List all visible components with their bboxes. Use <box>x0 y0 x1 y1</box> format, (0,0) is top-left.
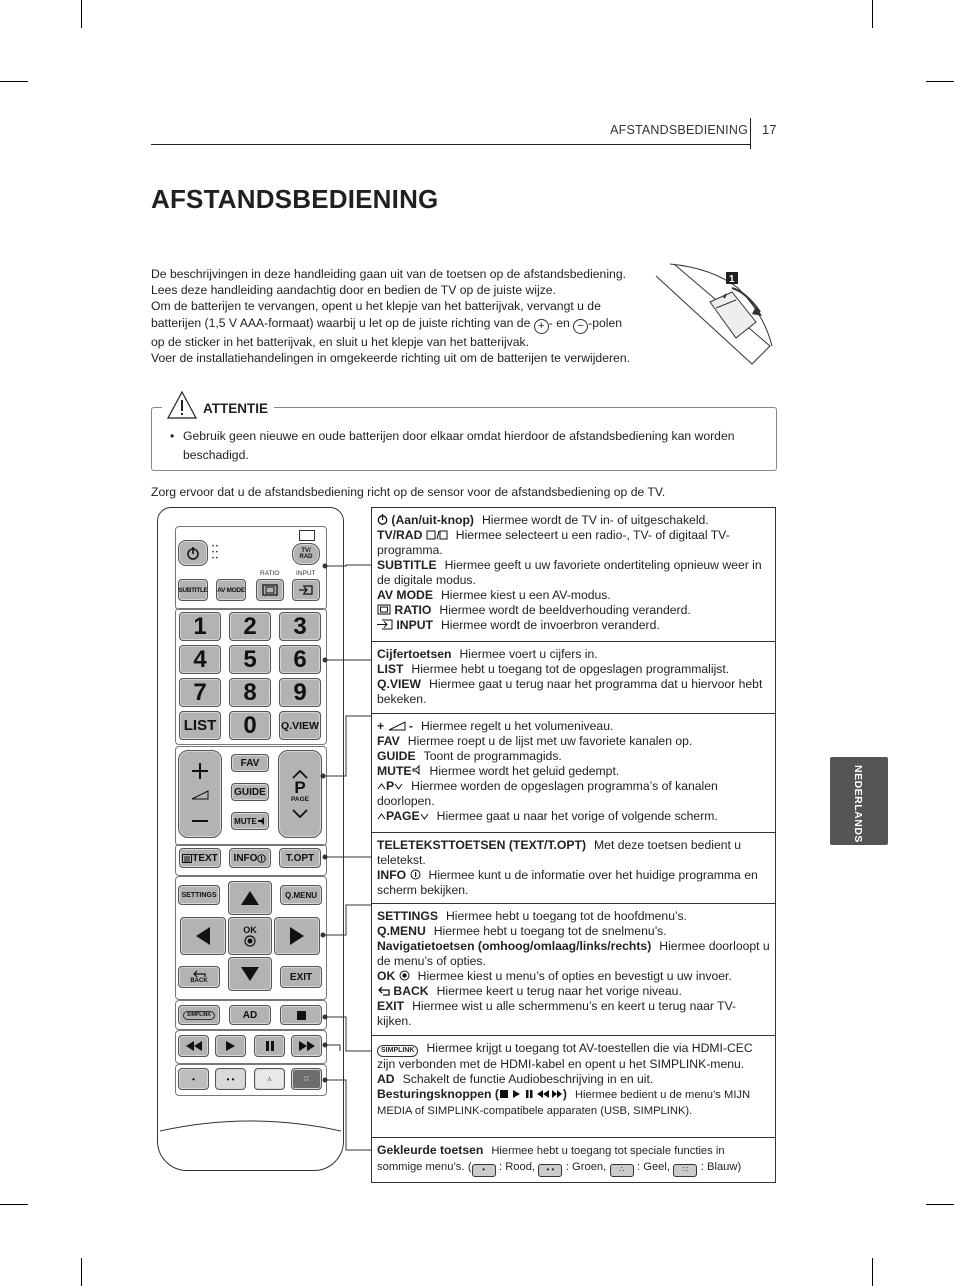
description-row-teletext <box>372 832 775 903</box>
info-icon <box>410 869 421 880</box>
description-row-navigation <box>372 903 775 1035</box>
intro-fragment: - en <box>548 315 574 330</box>
desc-label: - <box>408 719 413 733</box>
desc-label: P <box>386 779 395 793</box>
tv-rad-button: TV/ RAD <box>292 543 320 565</box>
desc-label: AD <box>377 1072 395 1086</box>
color-name: : Groen, <box>565 1161 607 1173</box>
desc-label: (Aan/uit-knop) <box>391 513 474 527</box>
desc-text: Hiermee krijgt u toegang tot AV-toestellen die via HDMI-CEC zijn verbonden met de HDMI-kabel en opent u het SIMPLINK-menu. <box>377 1041 753 1071</box>
description-row-volume <box>372 713 775 832</box>
desc-text: Hiermee regelt u het volumeniveau. <box>420 719 614 733</box>
attention-title: ATTENTIE <box>203 401 268 416</box>
desc-label: EXIT <box>377 999 405 1013</box>
dots-indicator: • • • • • • <box>212 544 218 562</box>
ok-icon <box>399 970 410 981</box>
digit-key: 4 <box>179 645 221 674</box>
qview-button: Q.VIEW <box>279 711 321 740</box>
digit-key: 5 <box>229 645 271 674</box>
q-menu-button: Q.MENU <box>280 885 322 905</box>
page-label: PAGE <box>291 795 309 803</box>
desc-text: Hiermee geeft u uw favoriete ondertiteling opnieuw weer in de digitale modus. <box>377 558 762 587</box>
text-label: TEXT <box>192 852 218 864</box>
desc-label: Q.VIEW <box>377 677 422 691</box>
back-label: BACK <box>190 978 208 984</box>
desc-text: Hiermee wordt de beeldverhouding veranderd. <box>439 603 691 617</box>
color-name: : Rood, <box>498 1161 536 1173</box>
desc-text: Hiermee kunt u de informatie over het huidige programma en scherm bekijken. <box>377 868 758 897</box>
desc-label: Gekleurde toetsen <box>377 1143 484 1157</box>
running-header: AFSTANDSBEDIENING <box>610 123 748 137</box>
bullet: • <box>170 429 175 443</box>
minus-pole-icon: − <box>573 319 588 334</box>
desc-label: ) <box>562 1087 567 1101</box>
desc-text: Hiermee wordt de invoerbron veranderd. <box>440 618 660 632</box>
t-opt-button: T.OPT <box>279 848 321 868</box>
digit-key: 8 <box>229 678 271 707</box>
desc-label: Q.MENU <box>377 924 426 938</box>
p-label: P <box>294 777 306 797</box>
desc-label: PAGE <box>386 809 420 823</box>
playback-icons <box>499 1089 563 1099</box>
digit-key: 2 <box>229 612 271 641</box>
chevron-up-icon <box>377 783 386 790</box>
description-row-numbers <box>372 641 775 713</box>
plus-pole-icon: + <box>534 319 549 334</box>
chevron-down-icon <box>394 783 403 790</box>
page-title: AFSTANDSBEDIENING <box>151 184 439 214</box>
desc-text: Hiermee wordt het geluid gedempt. <box>429 764 620 778</box>
ad-button: AD <box>229 1005 271 1025</box>
desc-label: MUTE <box>377 764 412 778</box>
desc-text: Hiermee wordt de TV in- of uitgeschakeld. <box>481 513 709 527</box>
desc-text: Hiermee hebt u toegang tot de snelmenu’s. <box>433 924 667 938</box>
input-icon <box>377 619 393 630</box>
digit-key: 3 <box>279 612 321 641</box>
description-row-color-keys: Gekleurde toetsen Hiermee hebt u toegang tot speciale functies in sommige menu’s. ( • : Rood, • • : Groen, ∴ : Geel, ∷ : Blauw) <box>372 1137 775 1182</box>
desc-text: Hiermee kiest u een AV-modus. <box>440 588 611 602</box>
ratio-icon <box>377 604 391 615</box>
desc-label: OK <box>377 969 396 983</box>
desc-label: TELETEKSTTOETSEN (TEXT/T.OPT) <box>377 838 587 852</box>
desc-label: RATIO <box>394 603 432 617</box>
desc-label: Cijfertoetsen <box>377 647 452 661</box>
chevron-up-icon <box>377 813 386 820</box>
power-icon <box>377 514 388 525</box>
fav-button: FAV <box>231 754 269 772</box>
tv-rad-icon <box>426 530 448 540</box>
intro-line: Lees deze handleiding aandachtig door en bedien de TV op de juiste wijze. <box>151 283 556 298</box>
desc-label: INFO <box>377 868 407 882</box>
desc-label: AV MODE <box>377 588 433 602</box>
desc-label: GUIDE <box>377 749 416 763</box>
info-label: INFO <box>233 852 258 864</box>
yellow-key-icon: ∴ <box>610 1164 634 1177</box>
desc-text: Hiermee voert u cijfers in. <box>459 647 598 661</box>
intro-line: Voer de installatiehandelingen in omgekeerde richting uit om de batterijen te verwijderen. <box>151 350 630 365</box>
desc-text: Hiermee gaat u naar het vorige of volgende scherm. <box>436 809 718 823</box>
yellow-key: ∴ <box>254 1068 285 1090</box>
desc-label: Navigatietoetsen (omhoog/omlaag/links/rechts) <box>377 939 652 953</box>
desc-text: Hiermee roept u de lijst met uw favoriete kanalen op. <box>407 734 693 748</box>
desc-text: Hiermee hebt u toegang tot de opgeslagen programmalijst. <box>411 662 730 676</box>
guide-button: GUIDE <box>231 783 269 801</box>
desc-text: Hiermee doorloopt u de menu’s of opties. <box>377 939 770 968</box>
red-key-icon: • <box>472 1164 496 1177</box>
simplink-icon: SIMPLINK <box>377 1045 418 1057</box>
red-key: • <box>178 1068 209 1090</box>
desc-text: Hiermee kiest u menu’s of opties en bevestigt u uw invoer. <box>417 969 732 983</box>
desc-text: Hiermee wist u alle schermmenu’s en keert u terug naar TV-kijken. <box>377 999 737 1028</box>
mute-label: MUTE <box>234 816 257 826</box>
green-key-icon: • • <box>538 1164 562 1177</box>
volume-icon <box>388 721 406 731</box>
color-name: : Geel, <box>637 1161 671 1173</box>
mute-icon <box>412 765 422 775</box>
desc-text: Hiermee gaat u terug naar het programma dat u hiervoor hebt bekeken. <box>377 677 763 706</box>
desc-label: + <box>377 719 385 733</box>
blue-key: ∷ <box>291 1068 322 1090</box>
settings-button: SETTINGS <box>178 885 220 905</box>
description-row-simplink <box>372 1035 775 1137</box>
language-tab-label: NEDERLANDS <box>852 765 864 843</box>
desc-text: Schakelt de functie Audiobeschrijving in en uit. <box>402 1072 654 1086</box>
desc-label: SETTINGS <box>377 909 438 923</box>
desc-text: Met deze toetsen bedient u teletekst. <box>377 838 742 867</box>
intro-line: De beschrijvingen in deze handleiding gaan uit van de toetsen op de afstandsbediening. <box>151 267 626 281</box>
description-table <box>371 507 776 1183</box>
exit-button: EXIT <box>280 966 322 988</box>
simplink-label: SIMPLINK <box>183 1011 215 1020</box>
chevron-down-icon <box>420 813 429 820</box>
digit-key: 9 <box>279 678 321 707</box>
digit-key: 7 <box>179 678 221 707</box>
page-number: 17 <box>762 122 777 137</box>
desc-label: FAV <box>377 734 400 748</box>
step-number: 1 <box>729 274 735 285</box>
list-button: LIST <box>179 711 221 740</box>
desc-label: Besturingsknoppen ( <box>377 1087 499 1101</box>
intro-fragment: -polen <box>588 315 623 330</box>
blue-key-icon: ∷ <box>673 1164 697 1177</box>
digit-key: 6 <box>279 645 321 674</box>
attention-text: Gebruik geen nieuwe en oude batterijen door elkaar omdat hierdoor de afstandsbediening kan worden beschadigd. <box>183 429 735 462</box>
ratio-caption: RATIO <box>260 570 280 577</box>
av-mode-button: AV MODE <box>216 579 246 601</box>
desc-text: Hiermee hebt u toegang tot de hoofdmenu’s. <box>445 909 687 923</box>
description-row-power <box>372 508 775 641</box>
input-caption: INPUT <box>296 570 316 577</box>
intro-line: Om de batterijen te vervangen, opent u het klepje van het batterijvak, vervangt u de <box>151 299 601 314</box>
intro-line: op de sticker in het batterijvak, en sluit u het klepje van het batterijvak. <box>151 334 530 349</box>
desc-text: Hiermee keert u terug naar het vorige niveau. <box>436 984 682 998</box>
desc-text: Hiermee hebt u toegang tot speciale functies in sommige menu’s. <box>377 1145 725 1173</box>
desc-text: Toont de programmagids. <box>423 749 562 763</box>
desc-text: Hiermee selecteert u een radio-, TV- of digitaal TV-programma. <box>377 528 730 557</box>
desc-label: SUBTITLE <box>377 558 437 572</box>
back-icon <box>377 986 390 996</box>
language-tab <box>830 757 888 845</box>
color-name: : Blauw) <box>700 1161 742 1173</box>
ok-label: OK <box>243 925 257 935</box>
desc-label: INPUT <box>396 618 433 632</box>
desc-text: Hiermee worden de opgeslagen programma’s of kanalen doorlopen. <box>377 779 718 808</box>
subtitle-button: SUBTITLE <box>178 579 208 601</box>
desc-label: BACK <box>393 984 429 998</box>
desc-label: LIST <box>377 662 404 676</box>
digit-key: 1 <box>179 612 221 641</box>
intro-fragment: batterijen (1,5 V AAA-formaat) waarbij u let op de juiste richting van de <box>151 315 534 330</box>
green-key: • • <box>215 1068 246 1090</box>
desc-label: TV/RAD <box>377 528 423 542</box>
sensor-note: Zorg ervoor dat u de afstandsbediening richt op de sensor voor de afstandsbediening op de TV. <box>151 485 666 499</box>
desc-text: Hiermee bedient u de menu’s MIJN MEDIA of SIMPLINK-compatibele apparaten (USB, SIMPLINK). <box>377 1089 751 1117</box>
zero-key: 0 <box>229 711 271 740</box>
